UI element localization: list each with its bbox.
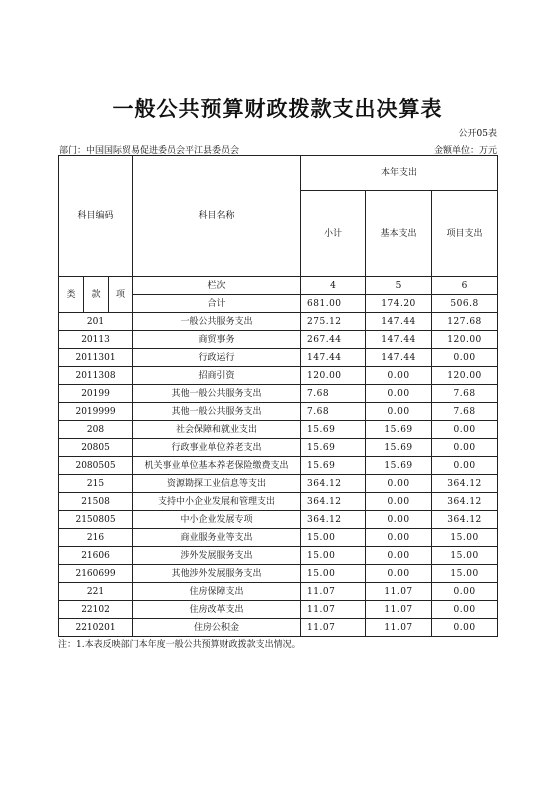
row-code: 2011301 <box>59 349 133 367</box>
row-project: 7.68 <box>432 385 498 403</box>
header-project: 项目支出 <box>432 191 498 277</box>
row-code: 2160699 <box>59 565 133 583</box>
table-row <box>59 457 498 475</box>
row-basic: 147.44 <box>366 313 432 331</box>
table-row <box>59 421 498 439</box>
row-basic: 11.07 <box>366 601 432 619</box>
row-subtotal: 15.69 <box>301 421 366 439</box>
row-project: 0.00 <box>432 349 498 367</box>
row-code: 21508 <box>59 493 133 511</box>
row-code: 221 <box>59 583 133 601</box>
row-subtotal: 364.12 <box>301 493 366 511</box>
row-name: 住房公积金 <box>133 619 301 637</box>
row-name: 住房保障支出 <box>133 583 301 601</box>
row-project: 15.00 <box>432 565 498 583</box>
row-basic: 0.00 <box>366 403 432 421</box>
row-project: 7.68 <box>432 403 498 421</box>
row-subtotal: 275.12 <box>301 313 366 331</box>
expenditure-table <box>58 155 498 637</box>
row-code: 2080505 <box>59 457 133 475</box>
row-basic: 147.44 <box>366 331 432 349</box>
row-name: 招商引资 <box>133 367 301 385</box>
row-project: 364.12 <box>432 511 498 529</box>
row-project: 364.12 <box>432 493 498 511</box>
row-name: 商业服务业等支出 <box>133 529 301 547</box>
table-row <box>59 547 498 565</box>
table-row <box>59 385 498 403</box>
header-basic: 基本支出 <box>366 191 432 277</box>
row-subtotal: 364.12 <box>301 511 366 529</box>
row-code: 201 <box>59 313 133 331</box>
row-basic: 147.44 <box>366 349 432 367</box>
col-number-4: 4 <box>301 277 366 295</box>
row-name: 商贸事务 <box>133 331 301 349</box>
header-xiang: 项 <box>109 277 133 313</box>
table-row <box>59 349 498 367</box>
table-row <box>59 601 498 619</box>
row-project: 15.00 <box>432 529 498 547</box>
row-code: 20805 <box>59 439 133 457</box>
row-subtotal: 11.07 <box>301 601 366 619</box>
table-row <box>59 565 498 583</box>
table-row <box>59 619 498 637</box>
row-subtotal: 15.00 <box>301 547 366 565</box>
header-subject-name: 科目名称 <box>133 156 301 277</box>
row-basic: 0.00 <box>366 475 432 493</box>
row-name: 机关事业单位基本养老保险缴费支出 <box>133 457 301 475</box>
row-project: 0.00 <box>432 583 498 601</box>
row-name: 资源勘探工业信息等支出 <box>133 475 301 493</box>
header-current-year: 本年支出 <box>301 156 498 191</box>
row-project: 120.00 <box>432 367 498 385</box>
row-name: 其他一般公共服务支出 <box>133 385 301 403</box>
col-number-6: 6 <box>432 277 498 295</box>
row-code: 2210201 <box>59 619 133 637</box>
amount-unit-label: 金额单位：万元 <box>433 146 497 156</box>
row-basic: 0.00 <box>366 511 432 529</box>
row-project: 127.68 <box>432 313 498 331</box>
col-number-5: 5 <box>366 277 432 295</box>
row-subtotal: 364.12 <box>301 475 366 493</box>
row-name: 涉外发展服务支出 <box>133 547 301 565</box>
row-subtotal: 120.00 <box>301 367 366 385</box>
page-title: 一般公共预算财政拨款支出决算表 <box>112 97 443 121</box>
table-row <box>59 583 498 601</box>
row-name: 其他涉外发展服务支出 <box>133 565 301 583</box>
table-row <box>59 475 498 493</box>
row-subtotal: 15.69 <box>301 457 366 475</box>
row-subtotal: 11.07 <box>301 583 366 601</box>
row-project: 0.00 <box>432 421 498 439</box>
row-name: 其他一般公共服务支出 <box>133 403 301 421</box>
row-subtotal: 15.69 <box>301 439 366 457</box>
row-basic: 15.69 <box>366 439 432 457</box>
row-basic: 0.00 <box>366 493 432 511</box>
row-subtotal: 267.44 <box>301 331 366 349</box>
row-name: 住房改革支出 <box>133 601 301 619</box>
row-subtotal: 11.07 <box>301 619 366 637</box>
row-basic: 0.00 <box>366 529 432 547</box>
row-project: 0.00 <box>432 439 498 457</box>
row-basic: 11.07 <box>366 619 432 637</box>
row-subtotal: 7.68 <box>301 385 366 403</box>
header-kuan: 款 <box>84 277 109 313</box>
row-code: 22102 <box>59 601 133 619</box>
row-name: 中小企业发展专项 <box>133 511 301 529</box>
row-name: 行政运行 <box>133 349 301 367</box>
row-code: 2150805 <box>59 511 133 529</box>
table-row <box>59 367 498 385</box>
total-project: 506.8 <box>432 295 498 313</box>
table-note: 注：1.本表反映部门本年度一般公共预算财政拨款支出情况。 <box>58 640 301 650</box>
row-code: 2019999 <box>59 403 133 421</box>
row-subtotal: 147.44 <box>301 349 366 367</box>
row-name: 社会保障和就业支出 <box>133 421 301 439</box>
row-project: 120.00 <box>432 331 498 349</box>
row-name: 一般公共服务支出 <box>133 313 301 331</box>
row-code: 2011308 <box>59 367 133 385</box>
row-code: 215 <box>59 475 133 493</box>
row-code: 208 <box>59 421 133 439</box>
row-subtotal: 7.68 <box>301 403 366 421</box>
row-basic: 0.00 <box>366 385 432 403</box>
table-row <box>59 313 498 331</box>
header-lanci: 栏次 <box>133 277 301 295</box>
row-subtotal: 15.00 <box>301 529 366 547</box>
row-name: 支持中小企业发展和管理支出 <box>133 493 301 511</box>
total-basic: 174.20 <box>366 295 432 313</box>
table-row <box>59 511 498 529</box>
row-basic: 0.00 <box>366 367 432 385</box>
row-code: 20113 <box>59 331 133 349</box>
row-project: 0.00 <box>432 601 498 619</box>
row-project: 15.00 <box>432 547 498 565</box>
row-basic: 0.00 <box>366 547 432 565</box>
row-code: 21606 <box>59 547 133 565</box>
table-row <box>59 529 498 547</box>
row-project: 0.00 <box>432 619 498 637</box>
total-subtotal: 681.00 <box>301 295 366 313</box>
form-number: 公开05表 <box>458 129 497 139</box>
table-row <box>59 493 498 511</box>
row-basic: 15.69 <box>366 421 432 439</box>
row-subtotal: 15.00 <box>301 565 366 583</box>
row-code: 216 <box>59 529 133 547</box>
row-project: 0.00 <box>432 457 498 475</box>
department-label: 部门：中国国际贸易促进委员会平江县委员会 <box>59 146 240 156</box>
header-subtotal: 小计 <box>301 191 366 277</box>
row-code: 20199 <box>59 385 133 403</box>
table-row <box>59 439 498 457</box>
table-row <box>59 331 498 349</box>
row-basic: 15.69 <box>366 457 432 475</box>
header-subject-code: 科目编码 <box>59 156 133 277</box>
row-basic: 0.00 <box>366 565 432 583</box>
row-basic: 11.07 <box>366 583 432 601</box>
table-row <box>59 403 498 421</box>
row-project: 364.12 <box>432 475 498 493</box>
header-lei: 类 <box>59 277 84 313</box>
total-label: 合计 <box>133 295 301 313</box>
row-name: 行政事业单位养老支出 <box>133 439 301 457</box>
